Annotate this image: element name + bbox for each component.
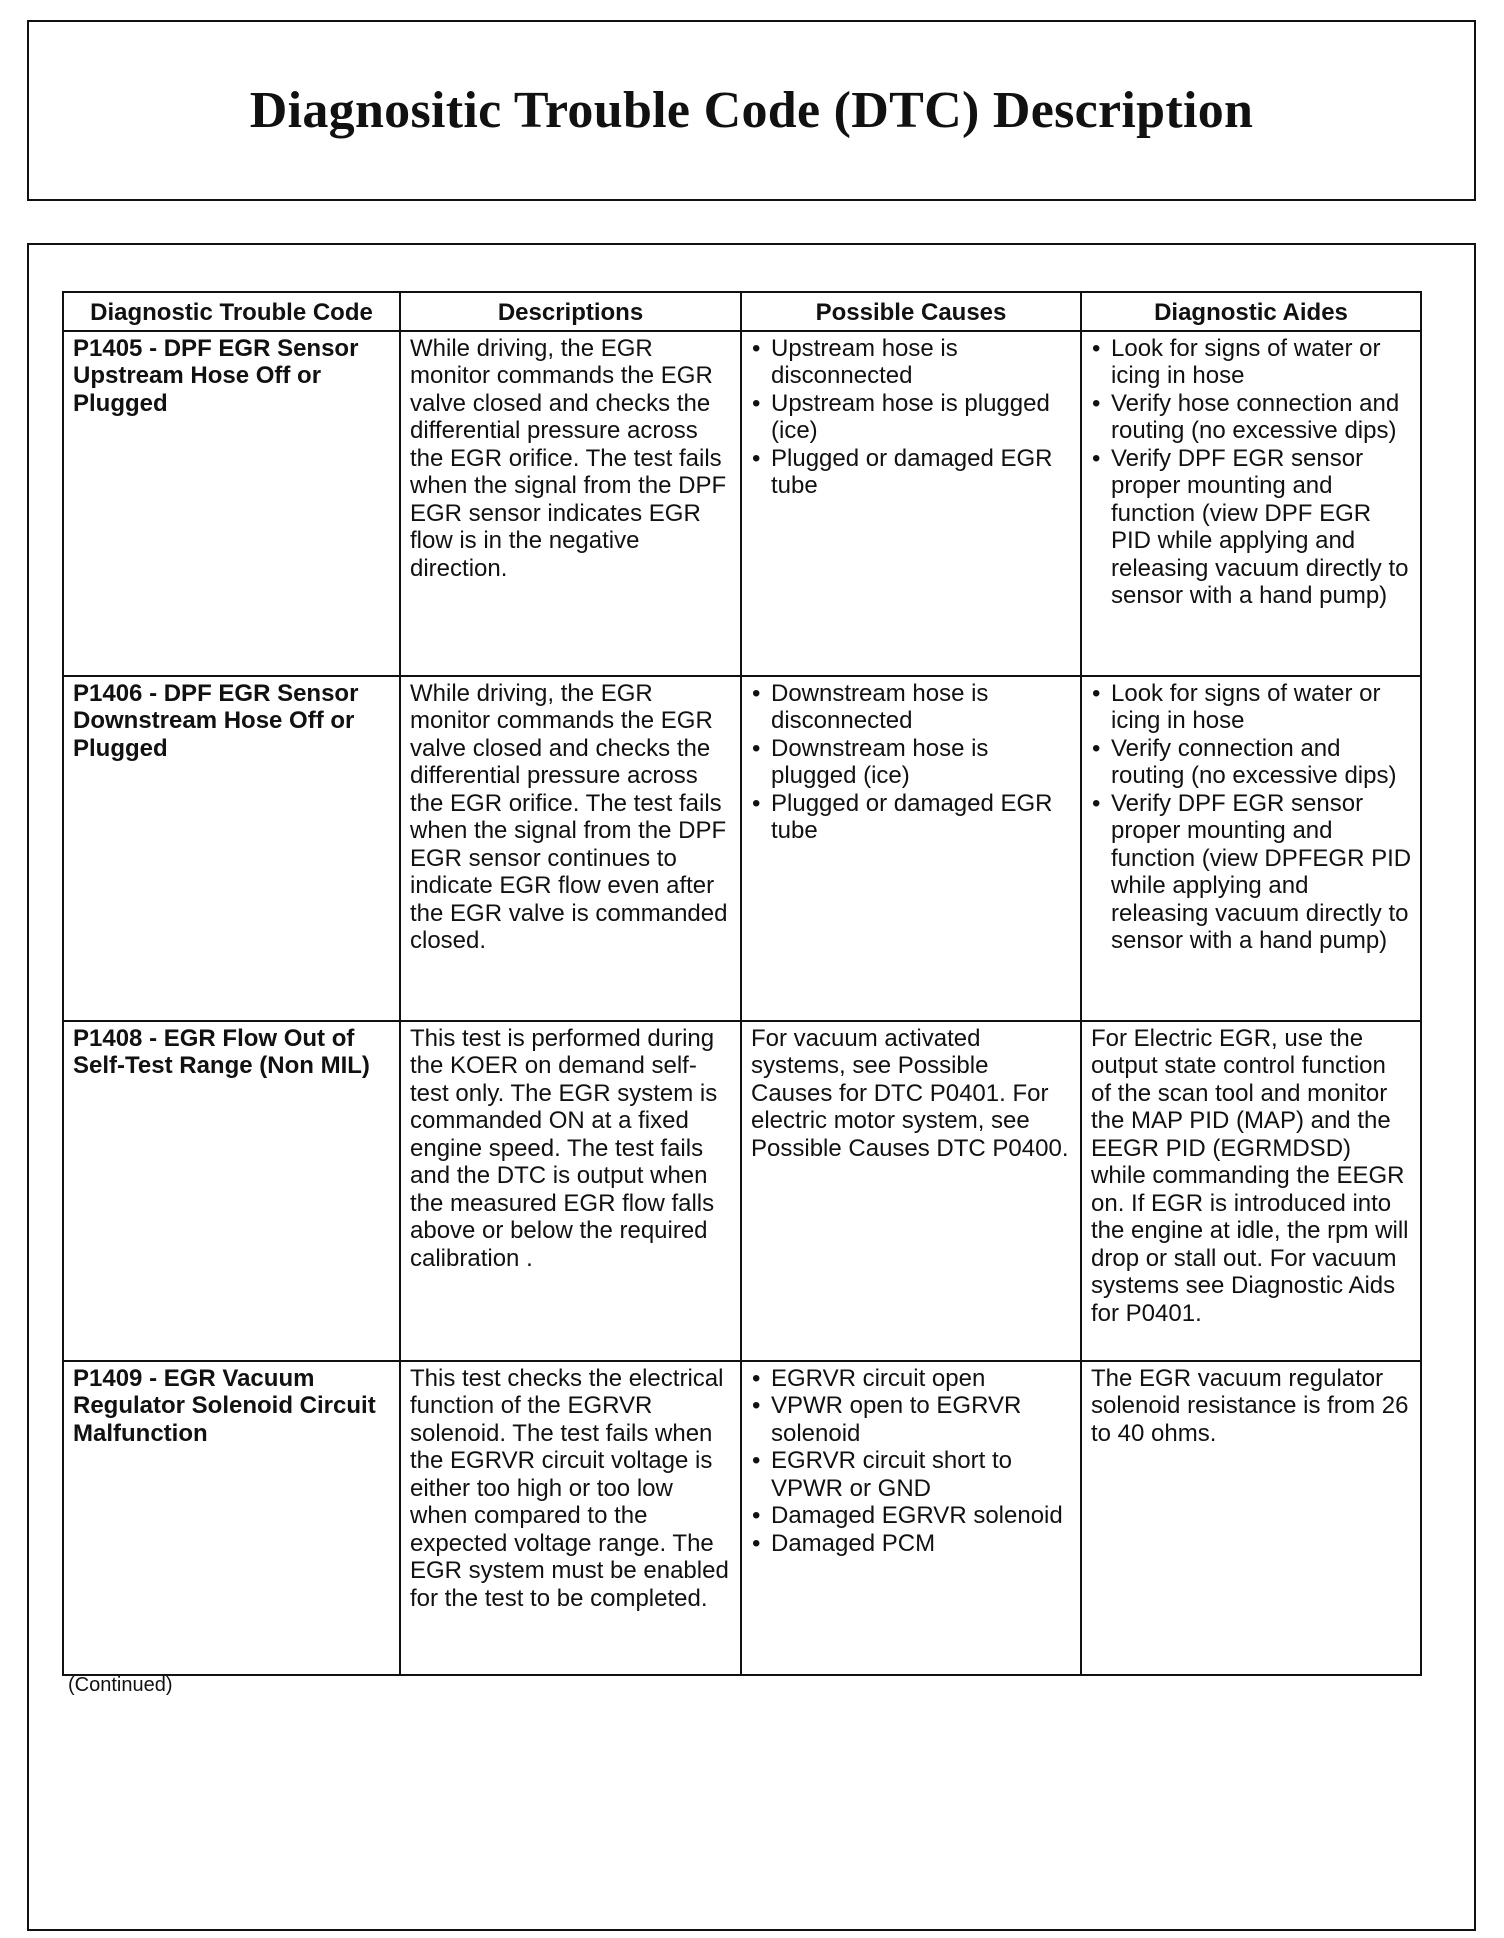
list-item: • Damaged EGRVR solenoid [751, 1502, 1072, 1530]
list-item: • Upstream hose is disconnected [751, 335, 1072, 390]
causes-list [751, 335, 1072, 500]
dtc-description: This test checks the electrical function of the EGRVR solenoid. The test fails when the EGRVR circuit voltage is either too high or too low when compared to the expected voltage range. The EGR system must be enabled for the test to be completed. [400, 1361, 741, 1675]
possible-causes [741, 331, 1081, 676]
header-descriptions: Descriptions [400, 292, 741, 331]
dtc-table [62, 291, 1422, 1676]
header-possible-causes: Possible Causes [741, 292, 1081, 331]
table-row [63, 1361, 1421, 1675]
dtc-code: P1408 - EGR Flow Out of Self-Test Range (Non MIL) [63, 1021, 400, 1361]
list-item: • Verify connection and routing (no excessive dips) [1091, 735, 1412, 790]
list-item: • VPWR open to EGRVR solenoid [751, 1392, 1072, 1447]
table-header-row [63, 292, 1421, 331]
list-item: • Look for signs of water or icing in hose [1091, 335, 1412, 390]
header-code: Diagnostic Trouble Code [63, 292, 400, 331]
list-item: • Upstream hose is plugged (ice) [751, 390, 1072, 445]
table-row [63, 331, 1421, 676]
possible-causes [741, 1361, 1081, 1675]
list-item: • Damaged PCM [751, 1530, 1072, 1558]
dtc-code: P1405 - DPF EGR Sensor Upstream Hose Off or Plugged [63, 331, 400, 676]
list-item: • Plugged or damaged EGR tube [751, 445, 1072, 500]
header-diagnostic-aides: Diagnostic Aides [1081, 292, 1421, 331]
list-item: • Downstream hose is plugged (ice) [751, 735, 1072, 790]
dtc-code: P1406 - DPF EGR Sensor Downstream Hose Off or Plugged [63, 676, 400, 1021]
list-item: • Verify hose connection and routing (no excessive dips) [1091, 390, 1412, 445]
title-box [27, 20, 1476, 201]
list-item: • EGRVR circuit open [751, 1365, 1072, 1393]
list-item: • Plugged or damaged EGR tube [751, 790, 1072, 845]
diagnostic-aides: The EGR vacuum regulator solenoid resistance is from 26 to 40 ohms. [1081, 1361, 1421, 1675]
diagnostic-aides: For Electric EGR, use the output state control function of the scan tool and monitor the MAP PID (MAP) and the EEGR PID (EGRMDSD) while commanding the EEGR on. If EGR is introduced into the engine at idle, the rpm will drop or stall out. For vacuum systems see Diagnostic Aids for P0401. [1081, 1021, 1421, 1361]
dtc-code: P1409 - EGR Vacuum Regulator Solenoid Circuit Malfunction [63, 1361, 400, 1675]
dtc-description: This test is performed during the KOER on demand self-test only. The EGR system is commanded ON at a fixed engine speed. The test fails and the DTC is output when the measured EGR flow falls above or below the required calibration . [400, 1021, 741, 1361]
dtc-description: While driving, the EGR monitor commands the EGR valve closed and checks the differential pressure across the EGR orifice. The test fails when the signal from the DPF EGR sensor continues to indicate EGR flow even after the EGR valve is commanded closed. [400, 676, 741, 1021]
list-item: • Look for signs of water or icing in hose [1091, 680, 1412, 735]
dtc-description: While driving, the EGR monitor commands the EGR valve closed and checks the differential pressure across the EGR orifice. The test fails when the signal from the DPF EGR sensor indicates EGR flow is in the negative direction. [400, 331, 741, 676]
continued-note: (Continued) [68, 1674, 173, 1696]
causes-list [751, 1365, 1072, 1558]
list-item: • Verify DPF EGR sensor proper mounting and function (view DPFEGR PID while applying and releasing vacuum directly to sensor with a hand pump) [1091, 790, 1412, 955]
list-item: • Verify DPF EGR sensor proper mounting and function (view DPF EGR PID while applying and releasing vacuum directly to sensor with a hand pump) [1091, 445, 1412, 610]
causes-list [751, 680, 1072, 845]
aides-list [1091, 335, 1412, 610]
aides-list [1091, 680, 1412, 955]
table-row [63, 676, 1421, 1021]
possible-causes [741, 676, 1081, 1021]
page-title: Diagnositic Trouble Code (DTC) Description [249, 82, 1254, 139]
diagnostic-aides [1081, 676, 1421, 1021]
diagnostic-aides [1081, 331, 1421, 676]
list-item: • EGRVR circuit short to VPWR or GND [751, 1447, 1072, 1502]
table-row [63, 1021, 1421, 1361]
list-item: • Downstream hose is disconnected [751, 680, 1072, 735]
possible-causes: For vacuum activated systems, see Possible Causes for DTC P0401. For electric motor system, see Possible Causes DTC P0400. [741, 1021, 1081, 1361]
